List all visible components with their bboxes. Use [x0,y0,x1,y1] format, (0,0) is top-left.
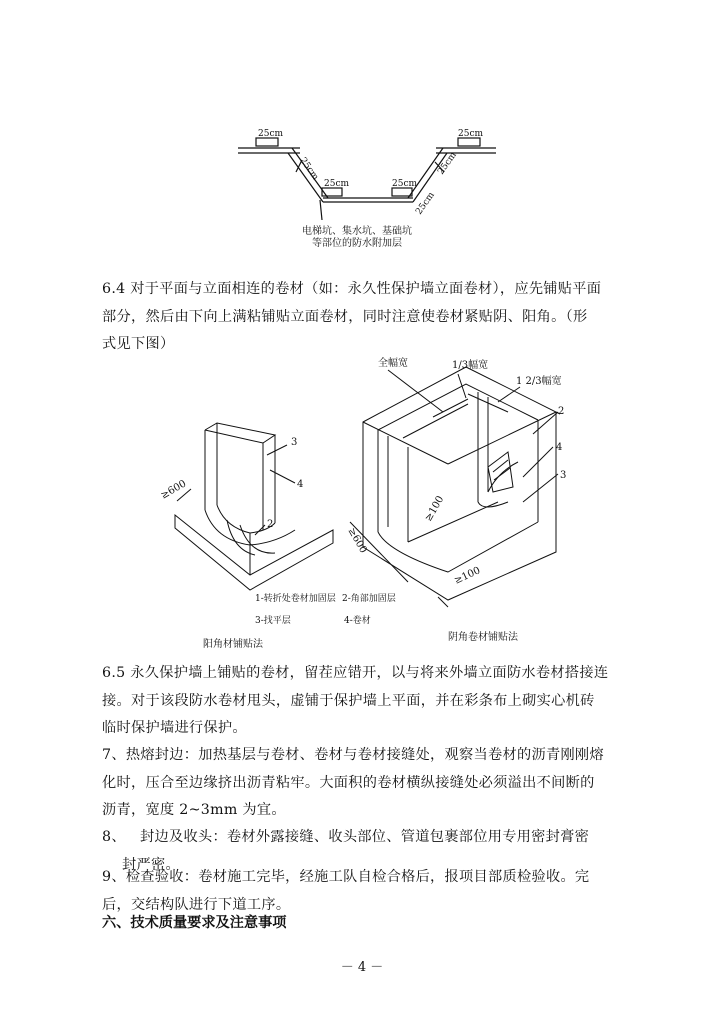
paragraph-item-7 [102,742,622,825]
page-number: － 4 － [340,960,384,975]
dim-600-left: ≥600 [159,478,189,502]
dim-100-inner: ≥100 [423,494,447,524]
paragraph-line: 封严密。 [122,856,180,873]
figure-pit-waterproof-layer [230,120,500,250]
top-label-full-width: 全幅宽 [378,358,408,369]
callout-2: 2 [267,519,274,530]
left-figure-caption: 阳角材铺贴法 [203,639,263,650]
dim-label-right-lower: 25cm [414,190,437,217]
paragraph-item-9 [102,864,622,919]
paragraph-line: 临时保护墙进行保护。 [102,720,247,736]
callout-4: 4 [297,479,304,490]
paragraph-line: 化时，压合至边缘挤出沥青粘牢。大面积的卷材横纵接缝处必须溢出不间断的 [102,774,595,791]
paragraph-line: 沥青，宽度 2~3mm 为宜。 [102,802,286,818]
paragraph-line: 6.5 永久保护墙上铺贴的卷材，留茬应错开，以与将来外墙立面防水卷材搭接连 [102,665,609,681]
legend-item-1: 1-转折处卷材加固层 [255,594,336,604]
paragraph-line: 部分，然后由下向上满粘铺贴立面卷材，同时注意使卷材紧贴阴、阳角。（形 [102,308,588,325]
paragraph-line: 9、检查验收：卷材施工完毕，经施工队自检合格后，报项目部质检验收。完 [102,869,590,885]
dim-600-right: ≥600 [345,526,369,556]
figure1-caption-line1: 电梯坑、集水坑、基础坑 [302,226,412,237]
figure-external-corner [155,415,355,655]
paragraph-line: 式见下图） [102,336,175,352]
legend-item-3: 3-找平层 [255,616,291,626]
callout-3-right: 3 [560,470,567,481]
paragraph-line: 7、热熔封边：加热基层与卷材、卷材与卷材接缝处，观察当卷材的沥青刚刚熔 [102,747,604,763]
figure-internal-corner [345,352,598,647]
paragraph-6-4 [102,276,622,359]
callout-4-right: 4 [556,442,563,453]
dim-label-bottom-right: 25cm [392,179,418,189]
section-6-heading: 六、技术质量要求及注意事项 [102,915,287,931]
paragraph-line: 后，交结构队进行下道工序。 [102,896,291,913]
legend-item-4: 4-卷材 [344,616,371,626]
dim-100-bottom: ≥100 [452,565,483,587]
item-number: 8、 [102,829,126,845]
item-text: 封边及收头：卷材外露接缝、收头部位、管道包裹部位用专用密封膏密 [140,829,590,845]
dim-label-top-left: 25cm [258,129,284,139]
paragraph-line: 接。对于该段防水卷材甩头，虚铺于保护墙上平面，并在彩条布上砌实心机砖 [102,692,595,709]
dim-label-slope-left: 25cm [297,155,321,183]
legend-item-2: 2-角部加固层 [342,594,396,604]
paragraph-line [102,824,622,852]
callout-3: 3 [291,437,298,448]
callout-2-right: 2 [558,406,565,417]
dim-label-slope-right: 25cm [436,150,459,177]
right-figure-caption: 阴角卷材铺贴法 [448,632,518,643]
paragraph-6-5 [102,660,622,743]
top-label-two-thirds-width: 1 2/3幅宽 [516,376,562,387]
dim-label-top-right: 25cm [458,129,484,139]
figure1-caption-line2: 等部位的防水附加层 [312,238,402,249]
top-label-third-width: 1/3幅宽 [452,360,489,371]
dim-label-bottom-left: 25cm [324,179,350,189]
paragraph-line: 6.4 对于平面与立面相连的卷材（如：永久性保护墙立面卷材），应先铺贴平面 [102,281,602,297]
